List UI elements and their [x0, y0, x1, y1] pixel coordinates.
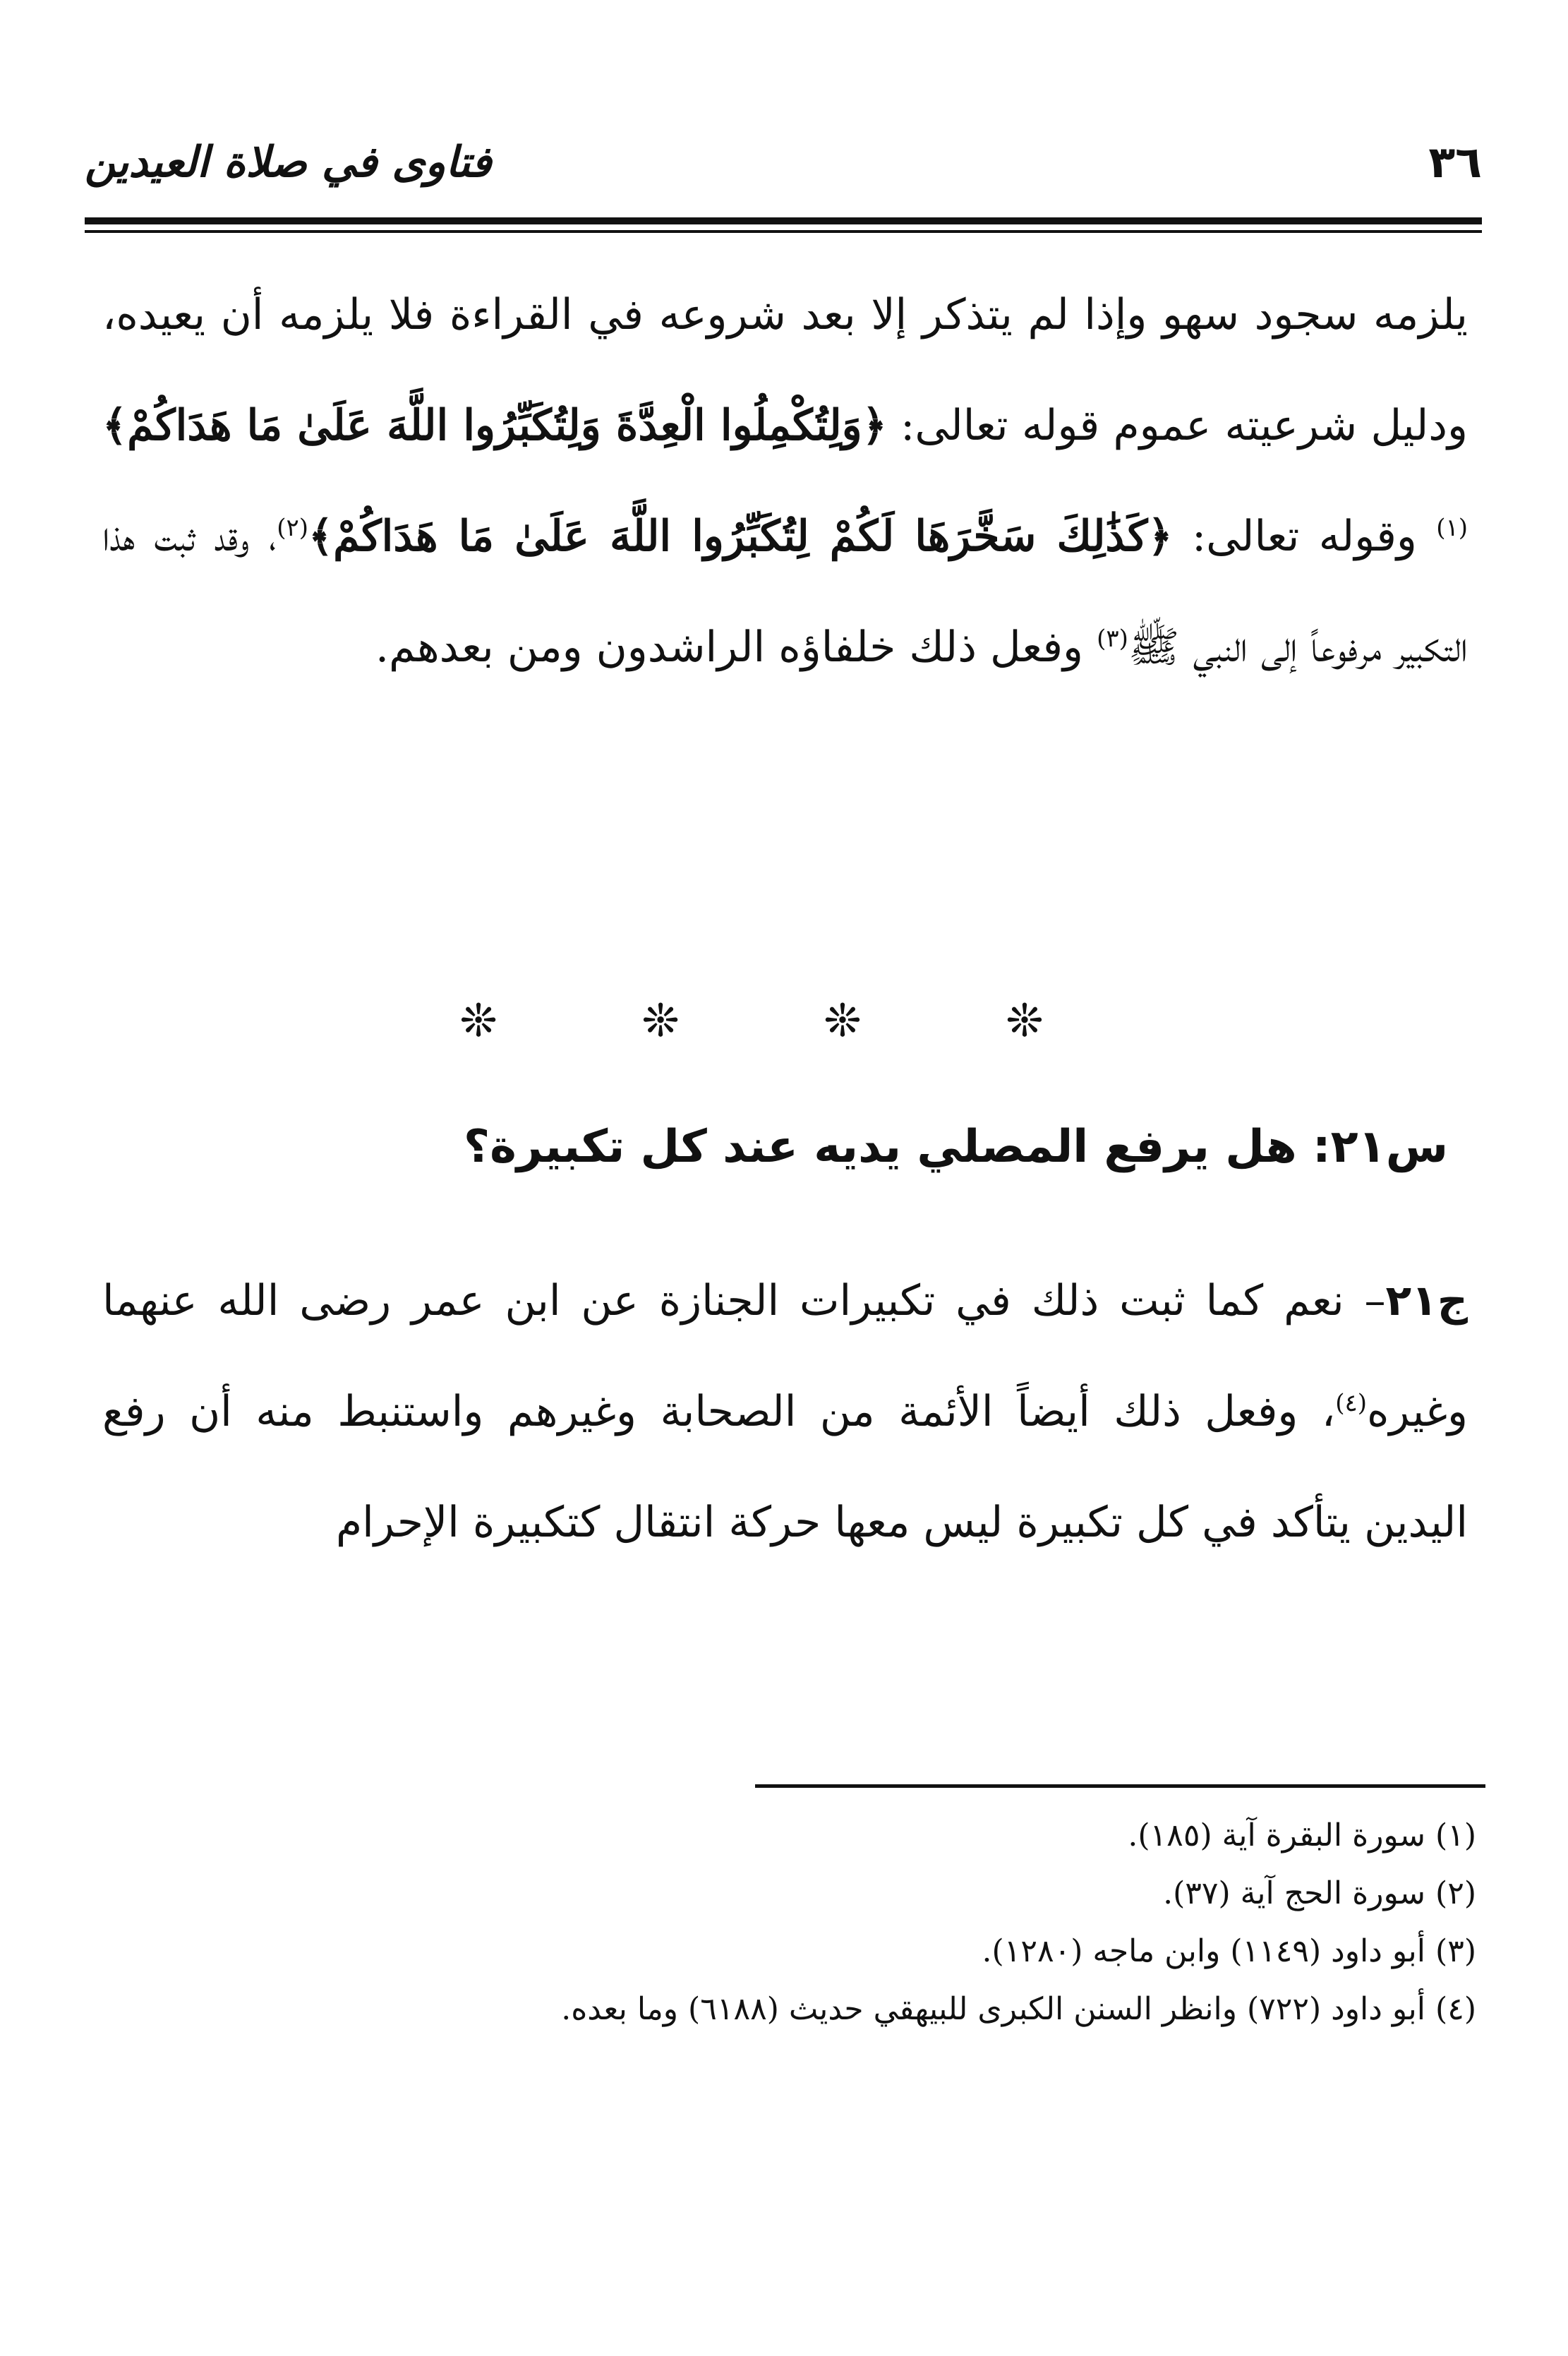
footnote: (١) سورة البقرة آية (١٨٥). [1128, 1817, 1476, 1853]
paragraph-text: وقوله تعالى: [1172, 512, 1437, 561]
footnote-rule [755, 1784, 1485, 1788]
body-paragraph-1 [102, 260, 1468, 703]
footnote-ref[interactable]: (٢) [277, 514, 308, 542]
footnote: (٣) أبو داود (١١٤٩) وابن ماجه (١٢٨٠). [982, 1933, 1476, 1969]
footnotes-list [100, 1807, 1476, 2038]
answer-label: ج٢١ [1385, 1276, 1468, 1326]
footnote-ref[interactable]: (٤) [1335, 1389, 1367, 1417]
paragraph-text: ، وفعل ذلك أيضاً الأئمة من الصحابة وغيرهم واستنبط منه أن رفع اليدين يتأكد في كل تكبيرة ليس معها حركة انتقال كتكبيرة الإحرام [102, 1387, 1468, 1547]
question-heading: س٢١: هل يرفع المصلي يديه عند كل تكبيرة؟ [464, 1121, 1448, 1173]
running-title: فتاوى في صلاة العيدين [85, 138, 492, 187]
footnote: (٢) سورة الحج آية (٣٧). [1163, 1875, 1476, 1911]
footnote-ref[interactable]: (٣) [1097, 625, 1128, 653]
quran-verse: ﴿وَلِتُكْمِلُوا الْعِدَّةَ وَلِتُكَبِّرُوا اللَّهَ عَلَىٰ مَا هَدَاكُمْ﴾ [102, 401, 887, 450]
header-rule-thin [85, 230, 1482, 233]
page-header [85, 124, 1482, 201]
answer-paragraph [102, 1246, 1468, 1578]
paragraph-text: يلزمه سجود سهو وإذا لم يتذكر إلا بعد شروعه في القراءة فلا يلزمه أن يعيده، ودليل شرعيته عموم قوله تعالى: [102, 290, 1468, 450]
quran-verse: ﴿كَذَٰلِكَ سَخَّرَهَا لَكُمْ لِتُكَبِّرُوا اللَّهَ عَلَىٰ مَا هَدَاكُمْ﴾ [308, 512, 1173, 561]
header-rule-thick [85, 217, 1482, 224]
paragraph-text: ، وقد ثبت هذا التكبير مرفوعاً إلى النبي ﷺ [102, 512, 1468, 672]
section-separator: ❊ ❊ ❊ ❊ [459, 995, 1109, 1047]
paragraph-text: وفعل ذلك خلفاؤه الراشدون ومن بعدهم. [375, 623, 1097, 672]
paragraph-text: – نعم كما ثبت ذلك في تكبيرات الجنازة عن ابن عمر رضى الله عنهما وغيره [102, 1276, 1468, 1436]
footnote: (٤) أبو داود (٧٢٢) وانظر السنن الكبرى للبيهقي حديث (٦١٨٨) وما بعده. [561, 1991, 1476, 2027]
footnote-ref[interactable]: (١) [1436, 514, 1469, 542]
page-number: ٣٦ [1428, 136, 1482, 188]
